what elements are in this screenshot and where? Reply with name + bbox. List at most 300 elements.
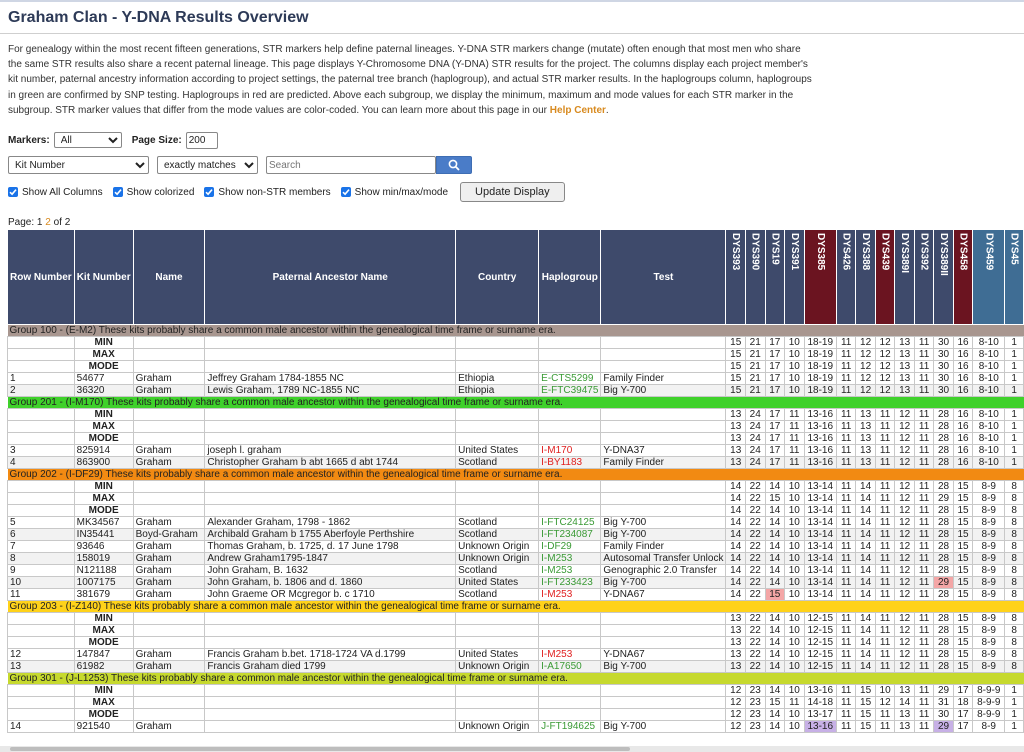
marker-value: 14 bbox=[726, 517, 746, 529]
marker-value: 8-10 bbox=[973, 409, 1005, 421]
update-display-button[interactable]: Update Display bbox=[460, 182, 565, 202]
page-size-label: Page Size: bbox=[131, 134, 182, 146]
marker-value: 11 bbox=[875, 661, 895, 673]
stat-blank bbox=[539, 697, 601, 709]
marker-value: 11 bbox=[914, 565, 933, 577]
marker-value: 11 bbox=[914, 625, 933, 637]
kit-number[interactable]: 1007175 bbox=[74, 577, 133, 589]
stat-blank bbox=[8, 349, 75, 361]
match-operator-select[interactable] bbox=[157, 156, 258, 174]
marker-value: 13-16 bbox=[804, 445, 836, 457]
marker-value: 13 bbox=[726, 649, 746, 661]
checkbox-checked[interactable] bbox=[204, 187, 214, 197]
marker-value: 29 bbox=[934, 685, 954, 697]
marker-value: 13-14 bbox=[804, 505, 836, 517]
kit-number[interactable]: 36320 bbox=[74, 385, 133, 397]
help-center-link[interactable]: Help Center bbox=[549, 104, 606, 116]
marker-value: 1 bbox=[1005, 721, 1024, 733]
checkbox-label: Show All Columns bbox=[22, 186, 103, 198]
horizontal-scrollbar[interactable] bbox=[0, 746, 1024, 752]
marker-value: 11 bbox=[875, 613, 895, 625]
stat-blank bbox=[539, 613, 601, 625]
marker-value: 14 bbox=[856, 589, 876, 601]
marker-value: 13 bbox=[726, 613, 746, 625]
group-header-row bbox=[8, 325, 1024, 337]
table-row[interactable] bbox=[8, 373, 1024, 385]
marker-header[interactable] bbox=[914, 230, 933, 325]
marker-value: 15 bbox=[953, 661, 973, 673]
marker-value: 22 bbox=[745, 649, 765, 661]
marker-value: 11 bbox=[875, 433, 895, 445]
marker-value: 14 bbox=[856, 505, 876, 517]
marker-value: 11 bbox=[914, 481, 933, 493]
kit-number[interactable]: N121188 bbox=[74, 565, 133, 577]
marker-value: 14 bbox=[726, 553, 746, 565]
marker-name: DYS45 bbox=[1008, 233, 1020, 265]
table-row[interactable] bbox=[8, 661, 1024, 673]
marker-value: 11 bbox=[836, 541, 855, 553]
column-header[interactable]: Row Number bbox=[8, 230, 75, 325]
marker-value: 14 bbox=[765, 625, 785, 637]
marker-value: 11 bbox=[914, 529, 933, 541]
stat-blank bbox=[133, 625, 205, 637]
marker-value: 11 bbox=[785, 421, 805, 433]
stat-label: MAX bbox=[74, 421, 133, 433]
member-name: Graham bbox=[133, 517, 205, 529]
row-number: 2 bbox=[8, 385, 75, 397]
marker-value: 8-9 bbox=[973, 529, 1005, 541]
stat-label: MIN bbox=[74, 613, 133, 625]
marker-value: 22 bbox=[745, 517, 765, 529]
paternal-ancestor: Archibald Graham b 1755 Aberfoyle Perthshire bbox=[205, 529, 456, 541]
marker-value: 14-18 bbox=[804, 697, 836, 709]
table-row[interactable] bbox=[8, 457, 1024, 469]
kit-number[interactable]: 921540 bbox=[74, 721, 133, 733]
marker-value: 17 bbox=[765, 349, 785, 361]
paternal-ancestor: Francis Graham died 1799 bbox=[205, 661, 456, 673]
marker-value: 11 bbox=[914, 457, 933, 469]
marker-value: 8 bbox=[1005, 577, 1024, 589]
marker-value: 28 bbox=[934, 637, 954, 649]
marker-value: 11 bbox=[836, 349, 855, 361]
table-row[interactable] bbox=[8, 517, 1024, 529]
column-header[interactable]: Country bbox=[456, 230, 539, 325]
stat-blank bbox=[601, 685, 726, 697]
kit-number[interactable]: IN35441 bbox=[74, 529, 133, 541]
test-name: Family Finder bbox=[601, 373, 726, 385]
stat-label: MAX bbox=[74, 697, 133, 709]
table-row[interactable] bbox=[8, 589, 1024, 601]
marker-header[interactable] bbox=[726, 230, 746, 325]
option-checkbox-3[interactable] bbox=[204, 187, 330, 198]
page-link-2[interactable]: 2 bbox=[45, 217, 51, 228]
stat-blank bbox=[8, 361, 75, 373]
marker-value: 10 bbox=[785, 565, 805, 577]
search-button[interactable] bbox=[436, 156, 472, 174]
table-row[interactable] bbox=[8, 565, 1024, 577]
test-name: Big Y-700 bbox=[601, 721, 726, 733]
marker-value: 11 bbox=[914, 697, 933, 709]
marker-value: 12 bbox=[895, 553, 915, 565]
marker-value: 16 bbox=[953, 433, 973, 445]
marker-value: 28 bbox=[934, 457, 954, 469]
paternal-ancestor: John Graham, b. 1806 and d. 1860 bbox=[205, 577, 456, 589]
marker-value: 15 bbox=[765, 493, 785, 505]
marker-value: 17 bbox=[765, 457, 785, 469]
column-header[interactable]: Name bbox=[133, 230, 205, 325]
marker-header[interactable] bbox=[836, 230, 855, 325]
marker-value: 8-9 bbox=[973, 625, 1005, 637]
marker-header[interactable] bbox=[1005, 230, 1024, 325]
marker-value: 22 bbox=[745, 565, 765, 577]
checkbox-checked[interactable] bbox=[341, 187, 351, 197]
marker-value: 14 bbox=[856, 529, 876, 541]
marker-value: 12 bbox=[856, 373, 876, 385]
stat-blank bbox=[456, 361, 539, 373]
marker-value: 24 bbox=[745, 421, 765, 433]
stat-blank bbox=[133, 349, 205, 361]
marker-value: 11 bbox=[914, 337, 933, 349]
paternal-ancestor: Jeffrey Graham 1784-1855 NC bbox=[205, 373, 456, 385]
marker-value: 11 bbox=[875, 589, 895, 601]
marker-value: 11 bbox=[914, 553, 933, 565]
stat-blank bbox=[539, 493, 601, 505]
paternal-ancestor bbox=[205, 721, 456, 733]
table-row[interactable] bbox=[8, 541, 1024, 553]
stat-blank bbox=[8, 433, 75, 445]
marker-header[interactable] bbox=[934, 230, 954, 325]
marker-value: 8 bbox=[1005, 529, 1024, 541]
table-row[interactable] bbox=[8, 529, 1024, 541]
stat-blank bbox=[539, 481, 601, 493]
marker-value: 11 bbox=[836, 481, 855, 493]
marker-value: 11 bbox=[914, 421, 933, 433]
column-header[interactable]: Kit Number bbox=[74, 230, 133, 325]
marker-value: 28 bbox=[934, 433, 954, 445]
marker-value: 10 bbox=[785, 349, 805, 361]
stat-blank bbox=[8, 625, 75, 637]
marker-value: 14 bbox=[765, 529, 785, 541]
marker-value: 22 bbox=[745, 541, 765, 553]
marker-name: DYS392 bbox=[918, 233, 930, 271]
column-header[interactable]: Haplogroup bbox=[539, 230, 601, 325]
marker-value: 13 bbox=[726, 421, 746, 433]
marker-value: 1 bbox=[1005, 337, 1024, 349]
markers-label: Markers: bbox=[8, 134, 50, 146]
page-size-input[interactable] bbox=[186, 132, 218, 149]
stat-blank bbox=[8, 409, 75, 421]
marker-value: 28 bbox=[934, 409, 954, 421]
marker-value: 15 bbox=[953, 481, 973, 493]
member-name: Boyd-Graham bbox=[133, 529, 205, 541]
marker-value: 16 bbox=[953, 349, 973, 361]
marker-value: 1 bbox=[1005, 685, 1024, 697]
country: Scotland bbox=[456, 589, 539, 601]
stat-blank bbox=[539, 421, 601, 433]
marker-value: 8-9 bbox=[973, 481, 1005, 493]
marker-value: 15 bbox=[953, 613, 973, 625]
marker-name: DYS459 bbox=[983, 233, 995, 271]
marker-name: DYS426 bbox=[840, 233, 852, 271]
intro-end: . bbox=[605, 104, 609, 116]
marker-header[interactable] bbox=[856, 230, 876, 325]
haplogroup: I-FTC24125 bbox=[539, 517, 601, 529]
marker-value: 13-17 bbox=[804, 709, 836, 721]
marker-value: 24 bbox=[745, 445, 765, 457]
marker-header[interactable] bbox=[875, 230, 895, 325]
marker-header[interactable] bbox=[765, 230, 785, 325]
marker-value: 13-14 bbox=[804, 517, 836, 529]
marker-value: 21 bbox=[745, 361, 765, 373]
stat-blank bbox=[456, 613, 539, 625]
marker-value: 14 bbox=[856, 661, 876, 673]
table-row[interactable] bbox=[8, 385, 1024, 397]
marker-value: 8-9 bbox=[973, 565, 1005, 577]
marker-value: 30 bbox=[934, 349, 954, 361]
marker-value: 23 bbox=[745, 721, 765, 733]
marker-value: 13 bbox=[895, 337, 915, 349]
column-header[interactable]: Paternal Ancestor Name bbox=[205, 230, 456, 325]
marker-value: 12-15 bbox=[804, 649, 836, 661]
paternal-ancestor: joseph l. graham bbox=[205, 445, 456, 457]
marker-value: 11 bbox=[875, 421, 895, 433]
stat-blank bbox=[205, 625, 456, 637]
table-row[interactable] bbox=[8, 721, 1024, 733]
member-name: Graham bbox=[133, 721, 205, 733]
marker-value: 12 bbox=[895, 565, 915, 577]
stat-blank bbox=[539, 349, 601, 361]
stat-blank bbox=[456, 625, 539, 637]
title-divider bbox=[0, 33, 1024, 34]
marker-value: 8-10 bbox=[973, 373, 1005, 385]
kit-number[interactable]: 825914 bbox=[74, 445, 133, 457]
marker-value: 17 bbox=[765, 421, 785, 433]
checkbox-label: Show non-STR members bbox=[218, 186, 331, 198]
marker-value: 10 bbox=[785, 361, 805, 373]
member-name: Graham bbox=[133, 445, 205, 457]
marker-value: 10 bbox=[785, 541, 805, 553]
stat-blank bbox=[205, 637, 456, 649]
marker-header[interactable] bbox=[804, 230, 836, 325]
row-number: 10 bbox=[8, 577, 75, 589]
marker-value: 22 bbox=[745, 589, 765, 601]
marker-value: 11 bbox=[836, 445, 855, 457]
stat-blank bbox=[133, 409, 205, 421]
haplogroup: I-FT233423 bbox=[539, 577, 601, 589]
marker-value: 8-10 bbox=[973, 433, 1005, 445]
marker-value: 14 bbox=[895, 697, 915, 709]
marker-value: 15 bbox=[953, 625, 973, 637]
marker-value: 8 bbox=[1005, 493, 1024, 505]
marker-value: 15 bbox=[953, 637, 973, 649]
marker-value: 8-10 bbox=[973, 361, 1005, 373]
marker-name: DYS439 bbox=[879, 233, 891, 271]
stat-label: MODE bbox=[74, 505, 133, 517]
haplogroup: I-A17650 bbox=[539, 661, 601, 673]
table-row[interactable] bbox=[8, 649, 1024, 661]
marker-value: 28 bbox=[934, 649, 954, 661]
option-checkbox-4[interactable] bbox=[341, 187, 448, 198]
country: Scotland bbox=[456, 565, 539, 577]
stat-blank bbox=[539, 625, 601, 637]
marker-value: 11 bbox=[836, 529, 855, 541]
marker-value: 14 bbox=[726, 589, 746, 601]
marker-value: 13-14 bbox=[804, 541, 836, 553]
marker-value: 10 bbox=[785, 373, 805, 385]
marker-value: 14 bbox=[856, 553, 876, 565]
marker-value: 18-19 bbox=[804, 385, 836, 397]
marker-value: 12 bbox=[895, 613, 915, 625]
marker-value: 10 bbox=[785, 481, 805, 493]
test-name: Big Y-700 bbox=[601, 661, 726, 673]
marker-value: 13 bbox=[856, 421, 876, 433]
member-name: Graham bbox=[133, 385, 205, 397]
marker-value: 14 bbox=[856, 565, 876, 577]
stat-blank bbox=[456, 697, 539, 709]
marker-value: 10 bbox=[785, 589, 805, 601]
marker-value: 14 bbox=[765, 481, 785, 493]
intro-body: For genealogy within the most recent fifteen generations, STR markers help define paternal lineages. Y-DNA STR markers change (mutate) often enough that most men who share the same STR results also share a recent paternal lineage. This page displays Y-Chromosome DNA (Y-DNA) STR results for the project. The columns display each project member's kit number, paternal ancestry information according to project settings, the paternal tree branch (haplogroup), and actual STR marker results. In the haplogroups column, haplogroups in green are confirmed by SNP testing. Haplogroups in red are predicted. Above each subgroup, we display the minimum, maximum and mode values for each STR marker in the subgroup. STR marker values that differ from the mode values are color-coded. You can learn more about this page in our bbox=[8, 44, 812, 116]
stat-blank bbox=[133, 685, 205, 697]
marker-header[interactable] bbox=[785, 230, 805, 325]
member-name: Graham bbox=[133, 541, 205, 553]
marker-value: 11 bbox=[836, 553, 855, 565]
marker-value: 28 bbox=[934, 553, 954, 565]
marker-header[interactable] bbox=[745, 230, 765, 325]
marker-value: 15 bbox=[856, 685, 876, 697]
marker-value: 13 bbox=[726, 661, 746, 673]
marker-value: 18-19 bbox=[804, 349, 836, 361]
marker-value: 8-9 bbox=[973, 541, 1005, 553]
table-row[interactable] bbox=[8, 553, 1024, 565]
marker-value: 11 bbox=[836, 589, 855, 601]
marker-value: 14 bbox=[726, 541, 746, 553]
kit-number[interactable]: 54677 bbox=[74, 373, 133, 385]
marker-value: 11 bbox=[914, 433, 933, 445]
table-row[interactable] bbox=[8, 445, 1024, 457]
scrollbar-thumb[interactable] bbox=[10, 747, 630, 751]
stat-blank bbox=[205, 349, 456, 361]
marker-value: 11 bbox=[914, 445, 933, 457]
option-checkbox-2[interactable] bbox=[113, 187, 195, 198]
marker-value: 12 bbox=[726, 685, 746, 697]
marker-value: 28 bbox=[934, 445, 954, 457]
stat-blank bbox=[8, 505, 75, 517]
marker-value: 15 bbox=[856, 709, 876, 721]
marker-header[interactable] bbox=[895, 230, 915, 325]
marker-value: 31 bbox=[934, 697, 954, 709]
marker-value: 10 bbox=[785, 337, 805, 349]
stat-label: MIN bbox=[74, 685, 133, 697]
marker-header[interactable] bbox=[973, 230, 1005, 325]
stat-label: MODE bbox=[74, 361, 133, 373]
marker-value: 24 bbox=[745, 409, 765, 421]
option-checkbox-1[interactable] bbox=[8, 187, 103, 198]
search-input[interactable] bbox=[266, 156, 436, 174]
marker-value: 8 bbox=[1005, 589, 1024, 601]
marker-value: 11 bbox=[875, 505, 895, 517]
marker-value: 11 bbox=[836, 385, 855, 397]
marker-value: 14 bbox=[726, 493, 746, 505]
marker-value: 8-10 bbox=[973, 337, 1005, 349]
marker-value: 15 bbox=[726, 385, 746, 397]
group-label: Group 203 - (I-Z140) These kits probably share a common male ancestor within the genealogical time frame or surname era. bbox=[8, 601, 1024, 613]
kit-number[interactable]: 61982 bbox=[74, 661, 133, 673]
marker-value: 15 bbox=[953, 493, 973, 505]
kit-number[interactable]: 158019 bbox=[74, 553, 133, 565]
marker-value: 10 bbox=[785, 517, 805, 529]
haplogroup: I-DF29 bbox=[539, 541, 601, 553]
markers-select[interactable] bbox=[54, 132, 122, 148]
marker-value: 13-16 bbox=[804, 421, 836, 433]
marker-value: 11 bbox=[785, 457, 805, 469]
marker-value: 28 bbox=[934, 589, 954, 601]
marker-value: 12 bbox=[726, 721, 746, 733]
marker-value: 12 bbox=[895, 457, 915, 469]
marker-value: 12 bbox=[726, 709, 746, 721]
marker-value: 14 bbox=[765, 517, 785, 529]
marker-value: 13 bbox=[895, 721, 915, 733]
kit-number[interactable]: 381679 bbox=[74, 589, 133, 601]
marker-value: 8-9 bbox=[973, 613, 1005, 625]
kit-number[interactable]: MK34567 bbox=[74, 517, 133, 529]
paternal-ancestor: Francis Graham b.bet. 1718-1724 VA d.1799 bbox=[205, 649, 456, 661]
column-header[interactable]: Test bbox=[601, 230, 726, 325]
marker-value: 11 bbox=[875, 553, 895, 565]
search-field-select[interactable] bbox=[8, 156, 149, 174]
page-link-1[interactable]: 1 bbox=[36, 217, 43, 228]
marker-value: 8-9 bbox=[973, 493, 1005, 505]
marker-value: 12 bbox=[895, 625, 915, 637]
marker-value: 11 bbox=[875, 481, 895, 493]
stat-blank bbox=[8, 421, 75, 433]
marker-value: 12 bbox=[875, 697, 895, 709]
marker-value: 24 bbox=[745, 433, 765, 445]
test-name: Y-DNA37 bbox=[601, 445, 726, 457]
stat-blank bbox=[456, 637, 539, 649]
stat-blank bbox=[205, 505, 456, 517]
marker-value: 24 bbox=[745, 457, 765, 469]
marker-value: 13-16 bbox=[804, 685, 836, 697]
marker-value: 13 bbox=[895, 685, 915, 697]
marker-value: 16 bbox=[953, 373, 973, 385]
haplogroup: J-FT194625 bbox=[539, 721, 601, 733]
marker-value: 14 bbox=[856, 493, 876, 505]
stat-blank bbox=[601, 361, 726, 373]
marker-value: 12 bbox=[895, 577, 915, 589]
marker-value: 1 bbox=[1005, 697, 1024, 709]
marker-value: 1 bbox=[1005, 709, 1024, 721]
checkbox-checked[interactable] bbox=[113, 187, 123, 197]
stat-blank bbox=[539, 637, 601, 649]
kit-number[interactable]: 93646 bbox=[74, 541, 133, 553]
member-name: Graham bbox=[133, 649, 205, 661]
kit-number[interactable]: 147847 bbox=[74, 649, 133, 661]
table-row[interactable] bbox=[8, 577, 1024, 589]
checkbox-checked[interactable] bbox=[8, 187, 18, 197]
stat-row-mode bbox=[8, 637, 1024, 649]
marker-value: 22 bbox=[745, 577, 765, 589]
marker-value: 14 bbox=[765, 505, 785, 517]
marker-value: 11 bbox=[914, 409, 933, 421]
marker-header[interactable] bbox=[953, 230, 973, 325]
marker-name: DYS458 bbox=[957, 233, 969, 271]
marker-value: 8-9 bbox=[973, 721, 1005, 733]
kit-number[interactable]: 863900 bbox=[74, 457, 133, 469]
test-name: Y-DNA67 bbox=[601, 589, 726, 601]
marker-value: 12-15 bbox=[804, 637, 836, 649]
marker-value: 30 bbox=[934, 385, 954, 397]
